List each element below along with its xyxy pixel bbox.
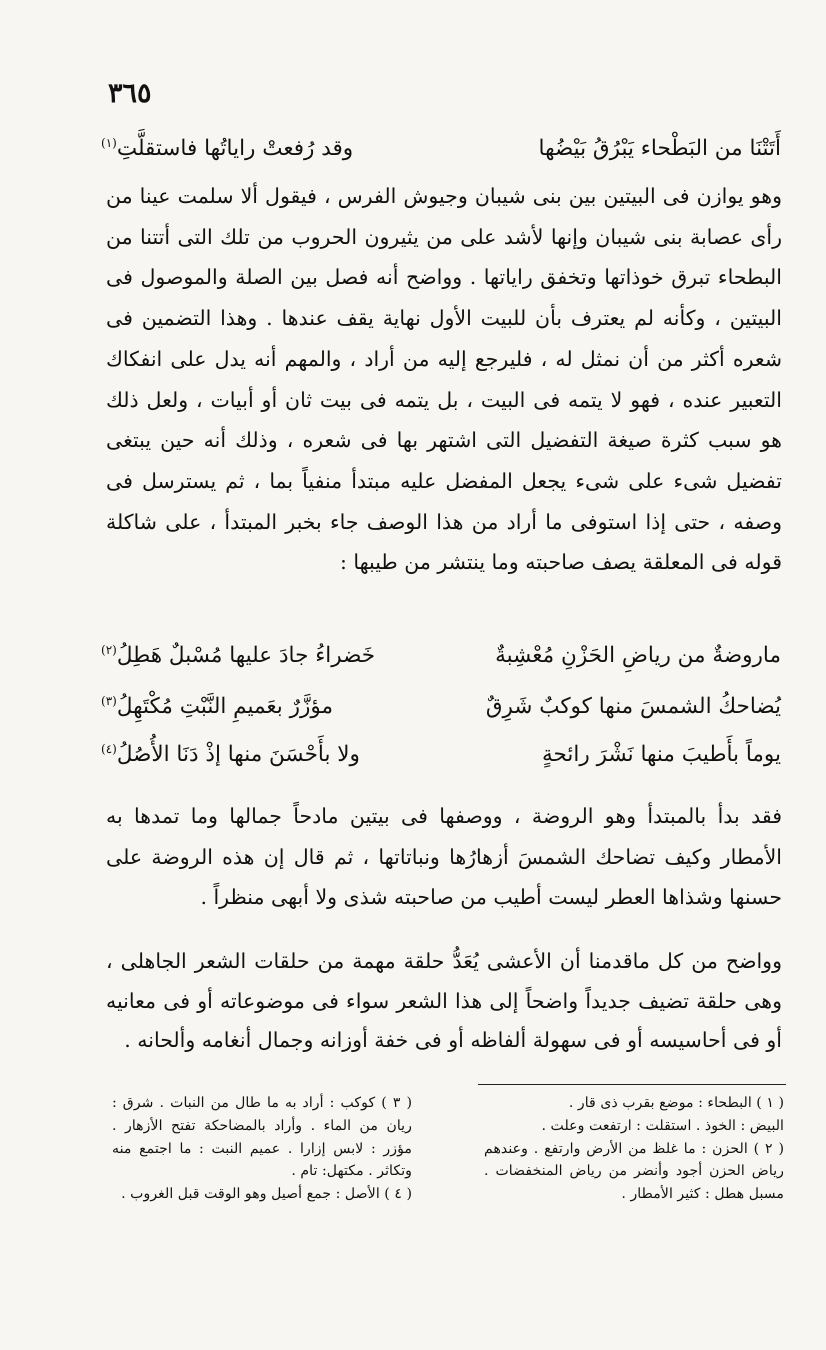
footnotes-right-column: ( ١ ) البطحاء : موضع بقرب ذى قار . البيض : الخوذ . استقلت : ارتفعت وعلت . ( ٢ ) الحزن : ما غلظ من الأرض وارتفع . وعندهم رياض الحزن أجود وأنضر من رياض المنخفضات . مسبل هطل : كثير الأمطار . [484,1095,785,1203]
verse-line-4 [101,742,781,767]
verse-line-3 [101,694,781,719]
verse-hemistich-second: وقد رُفعتْ راياتُها فاستقلَّتِ$^{(١)}$ [101,136,354,162]
verse-hemistich-first: يُضاحكُ الشمسَ منها كوكبٌ شَرِقٌ [485,694,781,720]
page-number: ٣٦٥ [108,78,152,109]
verse-hemistich-first: يوماً بأَطيبَ منها نَشْرَ رائحةٍ [542,742,781,768]
footnote-ref: (٤) [101,742,117,756]
verse-hemistich-second: خَضراءُ جادَ عليها مُسْبلٌ هَطِلُ$^{(٢)}$ [101,643,376,669]
verse-hemistich-first: أَتَتْنَا من البَطْحاء يَبْرُقُ بَيْضُها [538,136,781,162]
verse-hemistich-second: ولا بأَحْسَنَ منها إذْ دَنَا الأُصُلُ$^{(٤)}$ [101,742,360,768]
paragraph-1: وهو يوازن فى البيتين بين بنى شيبان وجيوش الفرس ، فيقول ألا سلمت عينا من رأى عصابة بنى شيبان وإنها لأشد على من يثيرون الحروب من تلك التى أتتنا من البطحاء تبرق خوذاتها وتخفق راياتها . وواضح أنه فصل بين الصلة والموصول فى البيتين ، وكأنه لم يعترف بأن للبيت الأول نهاية يقف عندها . وهذا التضمين فى شعره أكثر من أن نمثل له ، فليرجع إليه من أراد ، والمهم أنه يدل على انفكاك التعبير عنده ، فهو لا يتمه فى البيت ، بل يتمه فى بيت ثان أو أبيات ، ولعل ذلك هو سبب كثرة صيغة التفضيل التى اشتهر بها فى شعره ، وذلك أنه حين يبتغى تفضيل شىء على شىء يجعل المفضل عليه مبتدأ منفياً بما ، ثم يسترسل فى وصفه ، حتى إذا استوفى ما أراد من هذا الوصف جاء بخبر المبتدأ ، على شاكلة قوله فى المعلقة يصف صاحبته وما ينتشر من طيبها : [106,184,782,575]
verse-line-2 [101,643,781,668]
paragraph-2: فقد بدأ بالمبتدأ وهو الروضة ، ووصفها فى بيتين مادحاً جمالها وما تمدها به الأمطار وكيف تضاحك الشمسَ أزهارُها ونباتاتها ، ثم قال إن هذه الروضة على حسنها وشذاها العطر ليست أطيب من صاحبته شذى ولا أبهى منظراً . [106,804,782,909]
footnote-ref: (٢) [101,643,117,657]
verse-line-1 [101,136,781,161]
footnotes-left-column: ( ٣ ) كوكب : أراد به ما طال من النبات . شرق : ريان من الماء . وأراد بالمضاحكة تفتح الأزهار . مؤزر : لابس إزارا . عميم النبت : ما اجتمع منه وتكاثر . مكتهل: تام . ( ٤ ) الأصل : جمع أصيل وهو الوقت قبل الغروب . [112,1095,413,1203]
paragraph-3: وواضح من كل ماقدمنا أن الأعشى يُعَدُّ حلقة مهمة من حلقات الشعر الجاهلى ، وهى حلقة تضيف جديداً واضحاً إلى هذا الشعر سواء فى موضوعاته أو فى معانيه أو فى أحاسيسه أو فى سهولة ألفاظه أو فى خفة أوزانه وجمال أنغامه وألحانه . [106,949,782,1052]
footnote-divider [478,1084,786,1085]
verse-hemistich-first: ماروضةٌ من رياضِ الحَزْنِ مُعْشِبةٌ [495,643,781,669]
verse-hemistich-second: مؤزَّرٌ بعَميمِ النَّبْتِ مُكْتَهِلُ$^{(٣)}$ [101,694,333,720]
footnote-ref: (٣) [101,694,117,708]
footnote-ref: (١) [101,136,117,150]
